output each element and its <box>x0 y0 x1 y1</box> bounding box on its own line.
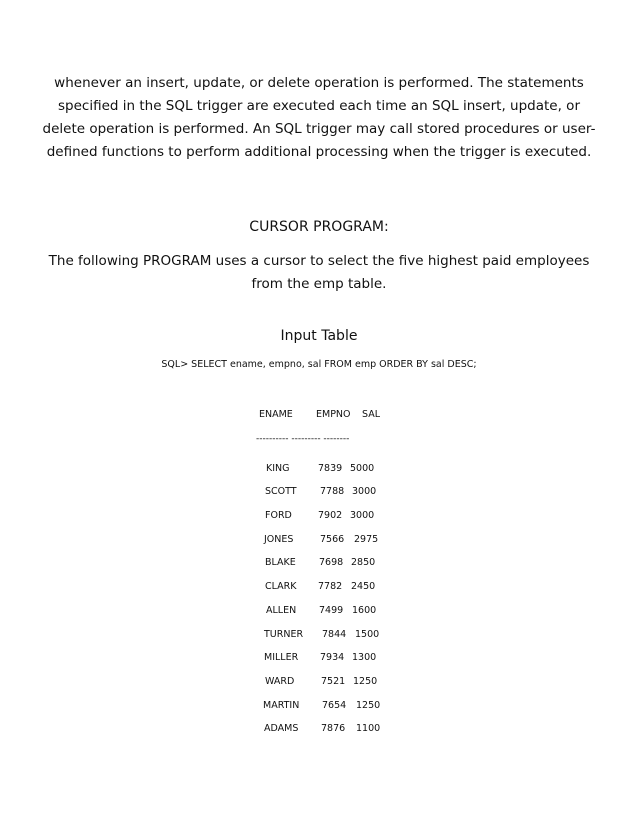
table-cell-empno: 7566 <box>320 534 345 545</box>
column-header-sal: SAL <box>362 409 380 420</box>
table-cell-sal: 3000 <box>350 510 375 521</box>
column-header-ename: ENAME <box>259 409 293 420</box>
table-cell-sal: 1600 <box>352 605 377 616</box>
table-cell-name: MARTIN <box>263 700 300 711</box>
table-separator: ---------- --------- -------- <box>256 434 350 444</box>
table-cell-name: SCOTT <box>265 486 297 497</box>
table-cell-sal: 2450 <box>351 581 376 592</box>
table-cell-empno: 7876 <box>321 723 346 734</box>
table-cell-empno: 7698 <box>319 557 344 568</box>
table-cell-empno: 7902 <box>318 510 343 521</box>
table-cell-name: WARD <box>265 676 295 687</box>
table-cell-empno: 7499 <box>319 605 344 616</box>
table-cell-sal: 1300 <box>352 652 377 663</box>
table-cell-sal: 1100 <box>356 723 381 734</box>
column-header-empno: EMPNO <box>316 409 351 420</box>
table-cell-empno: 7521 <box>321 676 346 687</box>
table-cell-sal: 1500 <box>355 629 380 640</box>
table-cell-name: ALLEN <box>266 605 297 616</box>
table-cell-name: JONES <box>264 534 294 545</box>
table-cell-sal: 2975 <box>354 534 379 545</box>
table-cell-empno: 7934 <box>320 652 345 663</box>
table-cell-name: TURNER <box>264 629 304 640</box>
sql-query: SQL> SELECT ename, empno, sal FROM emp ORDER BY sal DESC; <box>161 359 477 370</box>
table-cell-name: ADAMS <box>264 723 299 734</box>
table-cell-sal: 5000 <box>350 463 375 474</box>
table-cell-sal: 2850 <box>351 557 376 568</box>
input-table-title: Input Table <box>280 328 358 344</box>
table-cell-empno: 7788 <box>320 486 345 497</box>
table-cell-name: MILLER <box>264 652 299 663</box>
intro-paragraph: whenever an insert, update, or delete operation is performed. The statements specified in the SQL trigger are executed each time an SQL insert, update, or delete operation is performed. An SQL trigger may call stored procedures or user-defined functions to perform additional processing when the trigger is executed. <box>42 75 596 160</box>
table-cell-name: BLAKE <box>265 557 296 568</box>
table-cell-empno: 7654 <box>322 700 347 711</box>
program-description: The following PROGRAM uses a cursor to select the five highest paid employees from the emp table. <box>48 253 590 292</box>
table-cell-sal: 3000 <box>352 486 377 497</box>
table-cell-empno: 7844 <box>322 629 347 640</box>
table-cell-name: CLARK <box>265 581 297 592</box>
section-heading: CURSOR PROGRAM: <box>249 219 389 235</box>
table-cell-empno: 7782 <box>318 581 343 592</box>
table-cell-sal: 1250 <box>356 700 381 711</box>
table-cell-name: FORD <box>265 510 292 521</box>
table-cell-sal: 1250 <box>353 676 378 687</box>
table-cell-empno: 7839 <box>318 463 343 474</box>
table-cell-name: KING <box>266 463 290 474</box>
